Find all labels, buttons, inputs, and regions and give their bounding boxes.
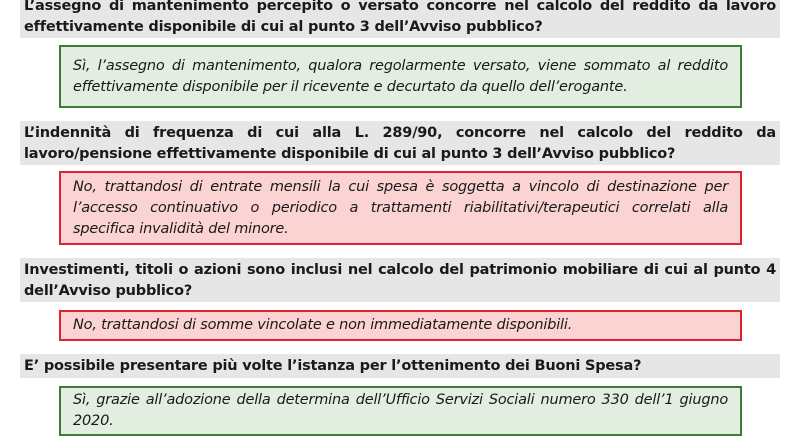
faq-answer-yes-box (59, 45, 742, 108)
faq-question-investimenti (20, 258, 780, 302)
faq-answer-no-box (59, 310, 742, 341)
question-text: Investimenti, titoli o azioni sono inclusi nel calcolo del patrimonio mobiliare di cui al punto 4 dell’Avviso pubblico? (24, 262, 776, 299)
faq-question-indennita-frequenza (20, 121, 780, 165)
faq-answer-no-box (59, 171, 742, 245)
faq-question-assegno-mantenimento (20, 0, 780, 38)
answer-text: No, trattandosi di entrate mensili la cui spesa è soggetta a vincolo di destinazione per l’accesso continuativo o periodico a trattamenti riabilitativi/terapeutici correlati alla specifica invalidità del minore. (73, 178, 728, 237)
faq-answer-yes-box (59, 386, 742, 436)
question-text: L’indennità di frequenza di cui alla L. 289/90, concorre nel calcolo del reddito da lavoro/pensione effettivamente disponibile di cui al punto 3 dell’Avviso pubblico? (24, 125, 776, 162)
question-text: E’ possibile presentare più volte l’istanza per l’ottenimento dei Buoni Spesa? (24, 358, 642, 374)
answer-text: Sì, grazie all’adozione della determina dell’Ufficio Servizi Sociali numero 330 dell’1 giugno 2020. (73, 392, 728, 429)
faq-question-istanza-buoni-spesa (20, 354, 780, 378)
answer-text: No, trattandosi di somme vincolate e non immediatamente disponibili. (73, 317, 573, 333)
answer-text: Sì, l’assegno di mantenimento, qualora regolarmente versato, viene sommato al reddito effettivamente disponibile per il ricevente e decurtato da quello dell’erogante. (73, 57, 728, 95)
question-text: L’assegno di mantenimento percepito o versato concorre nel calcolo del reddito da lavoro effettivamente disponibile di cui al punto 3 dell’Avviso pubblico? (24, 0, 776, 35)
